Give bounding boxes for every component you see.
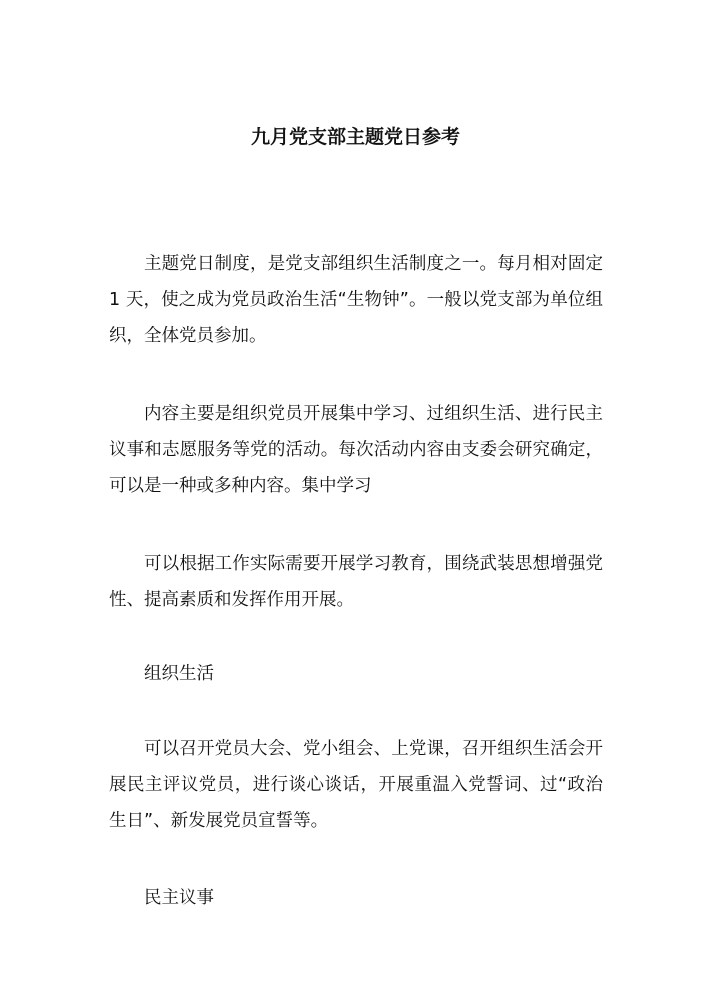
section-heading-democratic-deliberation: 民主议事 — [144, 888, 214, 908]
paragraph-activity-content: 内容主要是组织党员开展集中学习、过组织生活、进行民主议事和志愿服务等党的活动。每次活动内容由支委会研究确定，可以是一种或多种内容。集中学习 — [109, 404, 603, 496]
section-heading-organization-life: 组织生活 — [144, 664, 214, 684]
paragraph-organization-life: 可以召开党员大会、党小组会、上党课，召开组织生活会开展民主评议党员，进行谈心谈话，开展重温入党誓词、过“政治生日”、新发展党员宣誓等。 — [109, 739, 603, 831]
paragraph-theme-day-system: 主题党日制度，是党支部组织生活制度之一。每月相对固定 1 天，使之成为党员政治生活“生物钟”。一般以党支部为单位组织，全体党员参加。 — [109, 254, 603, 346]
paragraph-study-education: 可以根据工作实际需要开展学习教育，围绕武装思想增强党性、提高素质和发挥作用开展。 — [109, 554, 603, 610]
document-title: 九月党支部主题党日参考 — [250, 126, 460, 148]
